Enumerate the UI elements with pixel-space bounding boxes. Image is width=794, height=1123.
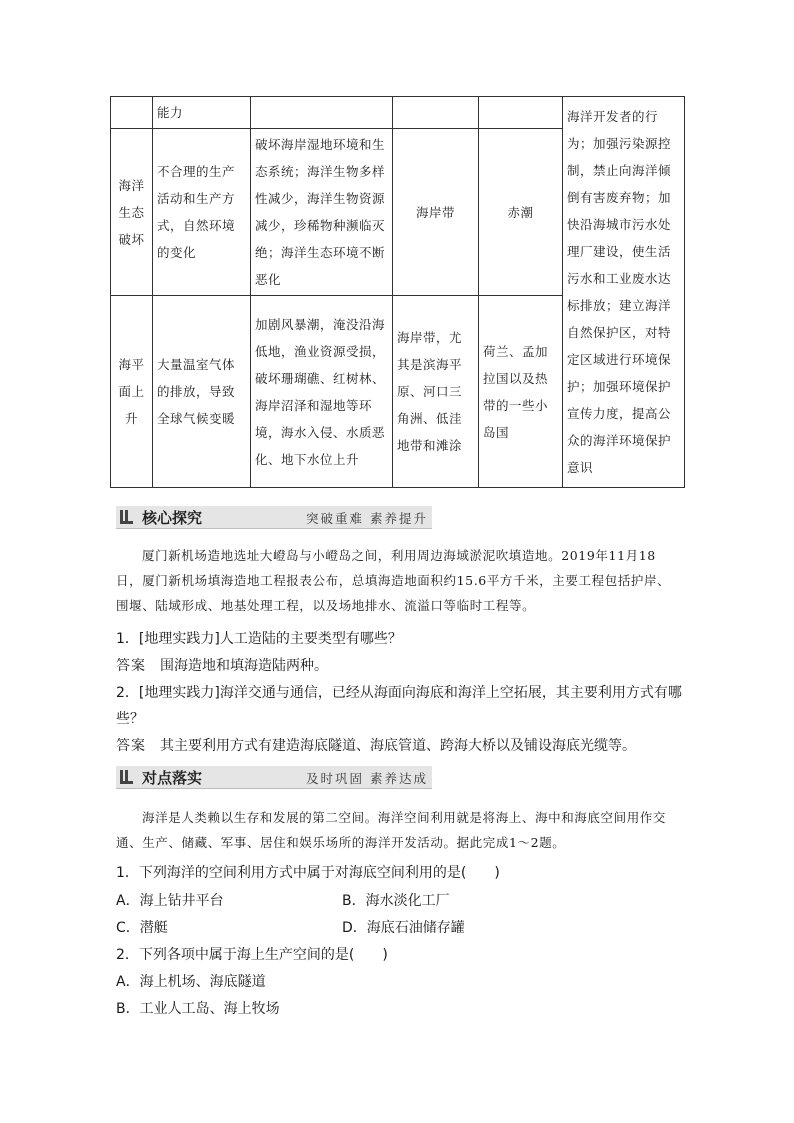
cause-cell: 不合理的生产活动和生产方式，自然环境的变化 xyxy=(153,129,251,296)
protection-measures-cell: 海洋开发者的行为；加强污染源控制，禁止向海洋倾倒有害废弃物；加快沿海城市污水处理厂建设，使生活污水和工业废水达标排放；建立海洋自然保护区，对特定区域进行环境保护；加强环境保护宣传力度，提高公众的海洋环境保护意识 xyxy=(563,97,685,488)
impact-cell: 加剧风暴潮，淹没沿海低地，渔业资源受损，破坏珊瑚礁、红树林、海岸沼泽和湿地等环境，海水入侵、水质恶化、地下水位上升 xyxy=(251,296,393,488)
answer-label: 答案 xyxy=(116,658,146,674)
region-cell: 海岸带，尤其是滨海平原、河口三角洲、低洼地带和滩涂 xyxy=(393,296,479,488)
answer-2 xyxy=(116,735,636,755)
option-d: D．海底石油储存罐 xyxy=(342,920,465,936)
option-a: A．海上钻井平台 xyxy=(116,893,224,909)
table-cell xyxy=(479,97,563,129)
book-icon xyxy=(120,770,133,784)
book-icon xyxy=(120,510,133,524)
section-header-core-inquiry xyxy=(116,506,432,529)
region-cell: 海岸带 xyxy=(393,129,479,296)
example-cell: 赤潮 xyxy=(479,129,563,296)
question-1: 1．[地理实践力]人工造陆的主要类型有哪些？ xyxy=(116,631,402,647)
example-cell: 荷兰、孟加拉国以及热带的一些小岛国 xyxy=(479,296,563,488)
mc-question-2: 2．下列各项中属于海上生产空间的是( ) xyxy=(116,947,388,963)
answer-text: 围海造地和填海造陆两种。 xyxy=(160,658,328,674)
option-b: B．工业人工岛、海上牧场 xyxy=(116,1001,280,1017)
option-c: C．潜艇 xyxy=(116,920,168,936)
table-cell xyxy=(251,97,393,129)
impact-cell: 破坏海岸湿地环境和生态系统；海洋生物多样性减少，海洋生物资源减少，珍稀物种濒临灭绝；海洋生态环境不断恶化 xyxy=(251,129,393,296)
option-b: B．海水淡化工厂 xyxy=(342,893,450,909)
ocean-problems-table xyxy=(110,96,685,488)
option-a: A．海上机场、海底隧道 xyxy=(116,974,266,990)
table-row xyxy=(111,97,685,129)
row-label-sea-level: 海平面上升 xyxy=(111,296,153,488)
section-title: 对点落实 xyxy=(142,769,203,787)
cause-cell: 大量温室气体的排放，导致全球气候变暖 xyxy=(153,296,251,488)
table-cell xyxy=(393,97,479,129)
answer-label: 答案 xyxy=(116,738,146,754)
answer-1 xyxy=(116,655,328,675)
table-cell xyxy=(111,97,153,129)
intro-paragraph: 海洋是人类赖以生存和发展的第二空间。海洋空间利用就是将海上、海中和海底空间用作交通、生产、储藏、军事、居住和娱乐场所的海洋开发活动。据此完成1～2题。 xyxy=(116,810,667,850)
section-subtitle: 及时巩固 素养达成 xyxy=(306,771,428,786)
table-cell: 能力 xyxy=(153,97,251,129)
section-header-practice xyxy=(116,766,432,789)
section-title: 核心探究 xyxy=(142,509,203,527)
case-paragraph: 厦门新机场造地选址大嶝岛与小嶝岛之间，利用周边海域淤泥吹填造地。2019年11月18日，厦门新机场填海造地工程报表公布，总填海造地面积约15.6平方千米，主要工程包括护岸、围堰、陆域形成、地基处理工程，以及场地排水、流溢口等临时工程等。 xyxy=(116,548,671,613)
answer-text: 其主要利用方式有建造海底隧道、海底管道、跨海大桥以及铺设海底光缆等。 xyxy=(160,738,636,754)
mc-question-1: 1．下列海洋的空间利用方式中属于对海底空间利用的是( ) xyxy=(116,865,500,881)
question-2: 2．[地理实践力]海洋交通与通信，已经从海面向海底和海洋上空拓展，其主要利用方式有哪些？ xyxy=(116,685,682,727)
section-subtitle: 突破重难 素养提升 xyxy=(306,511,428,526)
row-label-ecology: 海洋生态破坏 xyxy=(111,129,153,296)
